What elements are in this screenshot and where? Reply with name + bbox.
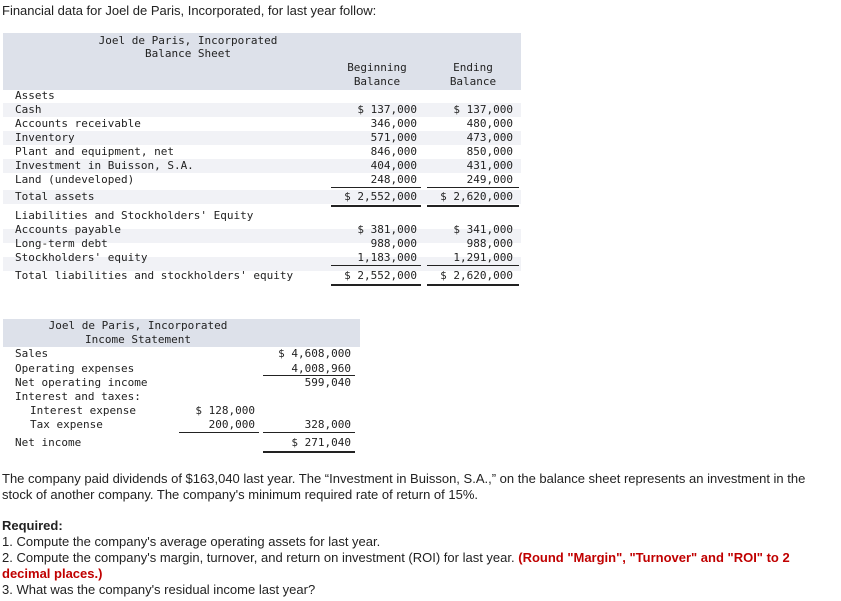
total-rule [263,451,355,453]
subtotal-rule [427,187,519,188]
noi-label: Net operating income [15,376,148,389]
col-beginning-line2: Balance [353,75,401,88]
net-income-value: $ 271,040 [291,436,351,449]
end-value: 431,000 [466,159,513,172]
income-statement [3,319,360,454]
required-item-3: 3. What was the company's residual income last year? [2,582,316,597]
tax-label: Tax expense [30,418,103,431]
subtotal-rule [263,432,355,433]
interest-label: Interest expense [30,404,136,417]
row-label: Inventory [15,131,75,144]
end-value: 1,291,000 [453,251,513,264]
total-rule [331,205,421,207]
subtotal-rule [179,432,259,433]
intro-text: Financial data for Joel de Paris, Incorporated, for last year follow: [2,3,377,18]
required-title: Required: [2,518,63,533]
end-value: $ 2,620,000 [440,269,513,282]
begin-value: $ 2,552,000 [344,190,417,203]
net-income-label: Net income [15,436,82,449]
noi-value: 599,040 [304,376,351,389]
begin-value: 571,000 [370,131,417,144]
end-value: 988,000 [466,237,513,250]
interest-value: $ 128,000 [195,404,255,417]
description-paragraph: The company paid dividends of $163,040 last year. The “Investment in Buisson, S.A.,” on the balance sheet represents an investment in the stock of another company. The company's minimum required rate of return of 15%. [2,471,806,502]
required-item-2-text: 2. Compute the company's margin, turnover, and return on investment (ROI) for last year. [2,550,515,565]
balance-sheet [3,33,521,288]
required-item-1: 1. Compute the company's average operating assets for last year. [2,534,381,549]
tax-value: 200,000 [208,418,255,431]
subtotal-rule [331,265,421,266]
row-label: Total liabilities and stockholders' equity [15,269,294,282]
required-section [2,518,838,598]
row-label: Accounts payable [15,223,121,236]
col-beginning-line1: Beginning [347,61,407,74]
begin-value: $ 381,000 [357,223,417,236]
row-label: Cash [15,103,42,116]
end-value: 480,000 [466,117,513,130]
income-statement-title: Income Statement [85,333,191,346]
row-label: Stockholders' equity [15,251,148,264]
end-value: 249,000 [466,173,513,186]
interest-taxes-label: Interest and taxes: [15,390,141,403]
col-ending-line2: Balance [449,75,497,88]
required-item-2 [2,550,838,582]
total-rule [427,284,519,286]
balance-sheet-title: Balance Sheet [144,47,232,60]
end-value: 473,000 [466,131,513,144]
begin-value: 988,000 [370,237,417,250]
liabilities-heading: Liabilities and Stockholders' Equity [15,209,254,222]
assets-heading: Assets [15,89,55,102]
begin-value: 248,000 [370,173,417,186]
row-label: Plant and equipment, net [15,145,174,158]
end-value: $ 341,000 [453,223,513,236]
begin-value: $ 2,552,000 [344,269,417,282]
begin-value: 404,000 [370,159,417,172]
begin-value: 346,000 [370,117,417,130]
row-label: Investment in Buisson, S.A. [15,159,194,172]
rounding-note: (Round "Margin", "Turnover" and "ROI" to 2 decimal places.) [2,550,790,581]
end-value: $ 137,000 [453,103,513,116]
income-statement-company: Joel de Paris, Incorporated [48,319,228,332]
sales-value: $ 4,608,000 [278,347,351,360]
income-statement-header [3,319,360,347]
row-label: Accounts receivable [15,117,141,130]
subtotal-rule [427,265,519,266]
row-label: Total assets [15,190,95,203]
row-label: Long-term debt [15,237,108,250]
total-rule [427,205,519,207]
opex-value: 4,008,960 [291,362,351,375]
end-value: 850,000 [466,145,513,158]
begin-value: $ 137,000 [357,103,417,116]
col-ending-line1: Ending [453,61,493,74]
end-value: $ 2,620,000 [440,190,513,203]
interest-tax-total: 328,000 [304,418,351,431]
begin-value: 846,000 [370,145,417,158]
row-label: Land (undeveloped) [15,173,135,186]
balance-sheet-header [3,33,521,90]
opex-label: Operating expenses [15,362,135,375]
sales-label: Sales [15,347,49,360]
begin-value: 1,183,000 [357,251,417,264]
balance-sheet-company: Joel de Paris, Incorporated [98,34,278,47]
subtotal-rule [331,187,421,188]
total-rule [331,284,421,286]
